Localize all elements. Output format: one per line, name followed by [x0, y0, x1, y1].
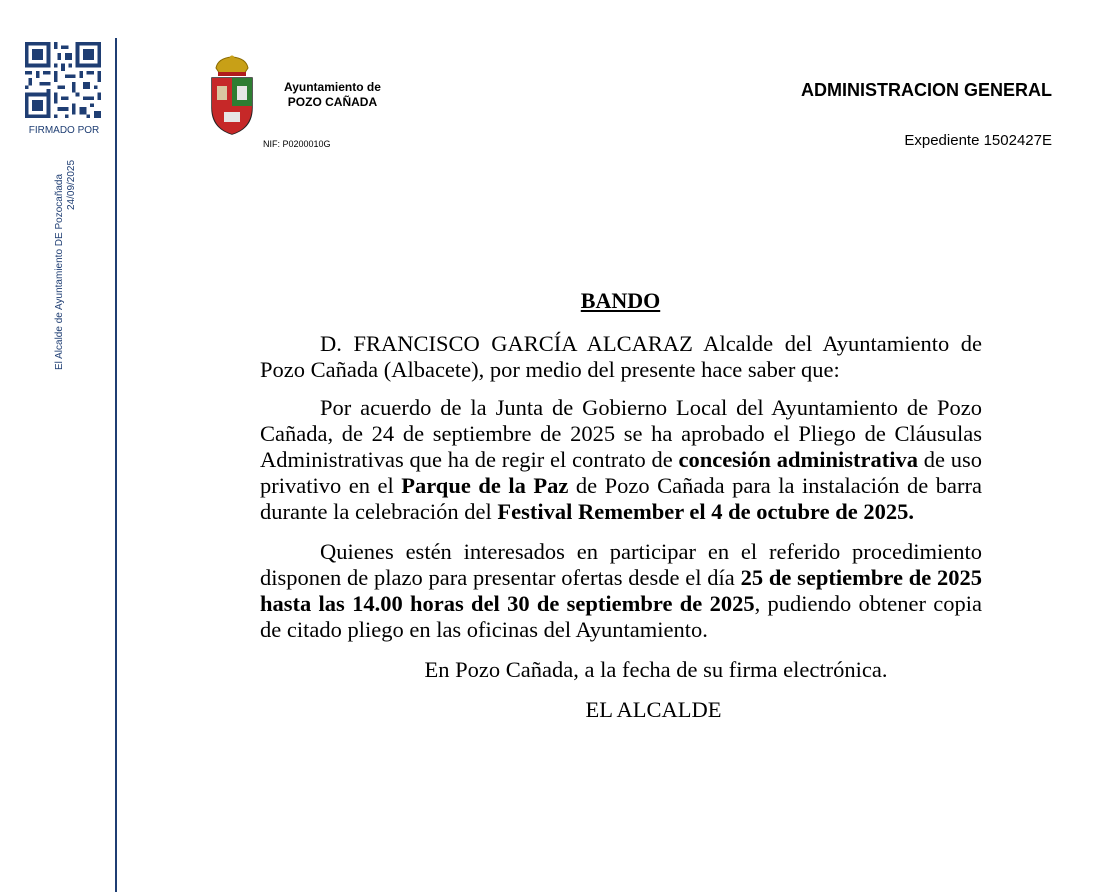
- p2-text-c: de uso privativo en el: [260, 447, 982, 498]
- p2-bold-concession: concesión administrativa: [678, 447, 918, 472]
- signer-org: 24/09/2025: [66, 159, 77, 210]
- document-title: BANDO: [580, 288, 661, 313]
- closing-line: En Pozo Cañada, a la fecha de su firma electrónica.: [424, 657, 888, 682]
- nif-number: NIF: P0200010G: [263, 139, 331, 149]
- p3-bold-dates: 25 de septiembre de 2025 hasta las 14.00 horas del 30 de septiembre de 2025: [260, 565, 983, 616]
- department-title: ADMINISTRACION GENERAL: [801, 80, 1052, 100]
- sidebar-divider: [115, 38, 117, 892]
- signed-by-label: FIRMADO POR: [28, 125, 100, 136]
- expediente-number: Expediente 1502427E: [904, 132, 1052, 149]
- signature-line: EL ALCALDE: [585, 697, 722, 722]
- org-line-1: Ayuntamiento de: [284, 80, 381, 94]
- p3-text-a: Quienes estén interesados en participar en el referido procedimiento disponen de plazo para presentar ofertas desde el día: [260, 539, 982, 590]
- p2-text-a: Por acuerdo de la Junta de Gobierno Local del Ayuntamiento de Pozo Cañada, de 24 de septiembre de 2025 se ha aprobado el Pliego de Cláusulas Administrativas que ha de regir el contrato de: [260, 395, 982, 472]
- coat-of-arms-icon: [208, 54, 256, 136]
- paragraph-intro: D. FRANCISCO GARCÍA ALCARAZ Alcalde del Ayuntamiento de Pozo Cañada (Albacete), por medio del presente hace saber que:: [260, 331, 982, 382]
- org-line-2: POZO CAÑADA: [287, 95, 378, 109]
- p3-text-c: , pudiendo obtener copia de citado pliego en las oficinas del Ayuntamiento.: [260, 591, 982, 642]
- qr-code-icon: [25, 42, 101, 118]
- p2-bold-festival: Festival Remember el 4 de octubre de 2025.: [497, 499, 914, 524]
- organization-name: [284, 80, 381, 110]
- paragraph-agreement: [260, 395, 982, 525]
- p2-text-e: de Pozo Cañada para la instalación de barra durante la celebración del: [260, 473, 982, 524]
- document-body: [260, 331, 982, 723]
- signer-name: El Alcalde de Ayuntamiento DE Pozocañada: [54, 173, 65, 370]
- p2-bold-park: Parque de la Paz: [401, 473, 569, 498]
- paragraph-deadline: [260, 539, 982, 643]
